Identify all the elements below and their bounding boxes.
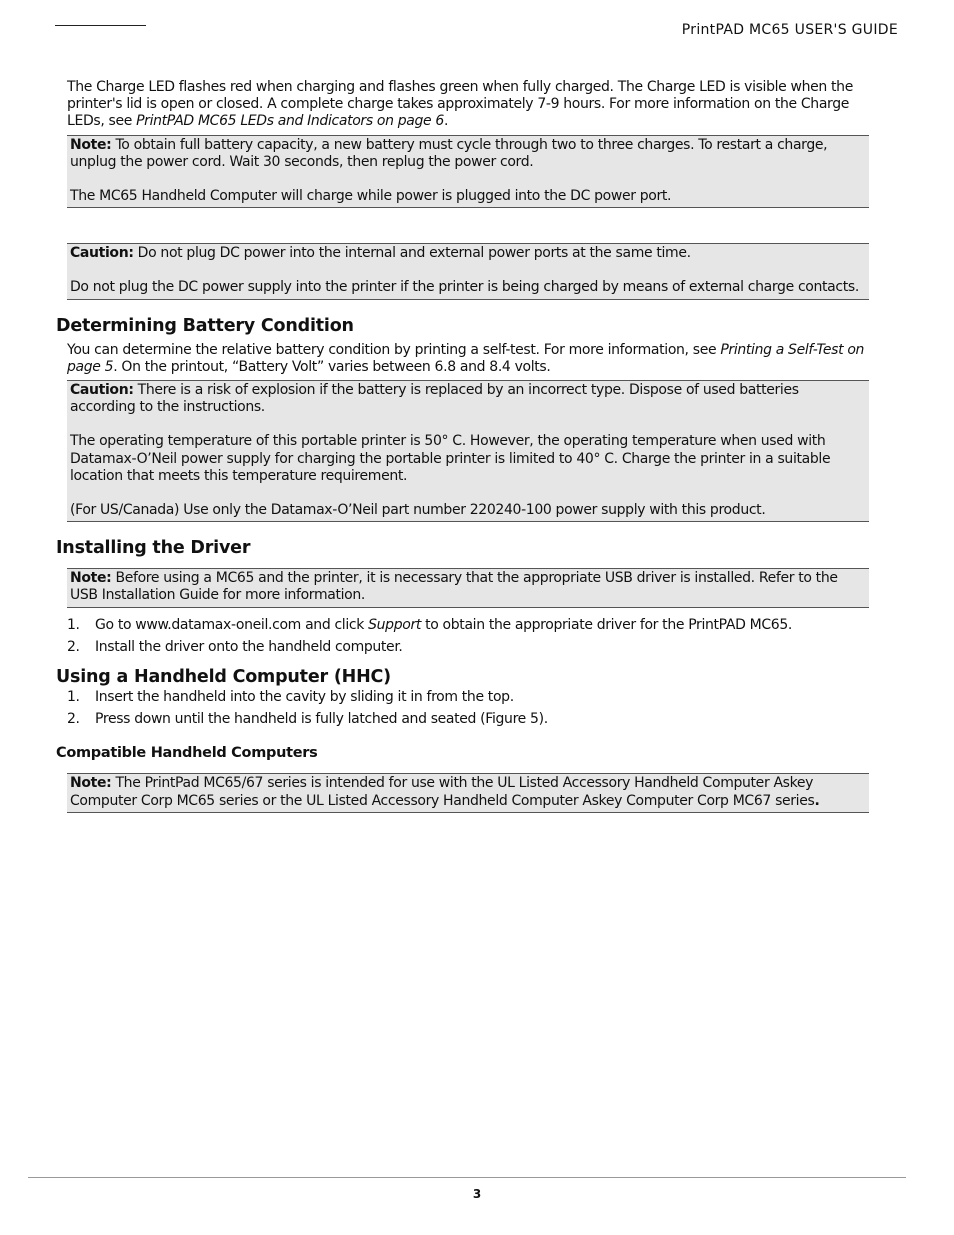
note-label: Note: [70, 136, 112, 153]
list-item: 1. Go to www.datamax-oneil.com and click Support to obtain the appropriate driver for the PrintPAD MC65. [67, 616, 792, 633]
list-item: 2. Press down until the handheld is fully latched and seated (Figure 5). [67, 711, 548, 728]
caution-box-power: Caution: Do not plug DC power into the internal and external power ports at the same time. Do not plug the DC power supply into the printer if the printer is being charged by means of external charge contacts. [67, 243, 869, 299]
list-item: 2. Install the driver onto the handheld computer. [67, 638, 403, 655]
header-rule [55, 25, 146, 26]
note-box-compatible: Note: The PrintPad MC65/67 series is intended for use with the UL Listed Accessory Handheld Computer Askey Computer Corp MC65 series or the UL Listed Accessory Handheld Computer Askey Computer Corp MC67 series. [67, 773, 869, 812]
heading-using-hhc: Using a Handheld Computer (HHC) [56, 667, 391, 688]
list-item: 1. Insert the handheld into the cavity by sliding it in from the top. [67, 689, 514, 706]
support-link[interactable]: Support [368, 616, 421, 633]
note-label: Note: [70, 775, 112, 792]
page-content [0, 79, 954, 813]
caution-box-battery: Caution: There is a risk of explosion if the battery is replaced by an incorrect type. Dispose of used batteries according to the instructions. The operating temperature of this portable printer is 50° C. However, the operating temperature when used with Datamax-O’Neil power supply for charging the portable printer is limited to 40° C. Charge the printer in a suitable location that meets this temperature requirement. (For US/Canada) Use only the Datamax-O’Neil part number 220240-100 power supply with this product. [67, 380, 869, 522]
cross-reference-leds[interactable]: PrintPAD MC65 LEDs and Indicators on page 6 [136, 113, 444, 130]
note-box-driver: Note: Before using a MC65 and the printer, it is necessary that the appropriate USB driver is installed. Refer to the USB Installation Guide for more information. [67, 568, 869, 607]
intro-paragraph: The Charge LED flashes red when charging and flashes green when fully charged. The Charge LED is visible when the printer's lid is open or closed. A complete charge takes approximately 7-9 hours. For more information on the Charge LEDs, see PrintPAD MC65 LEDs and Indicators on page 6. [67, 79, 853, 130]
heading-compatible-hhc: Compatible Handheld Computers [56, 745, 318, 762]
driver-steps-list [67, 617, 869, 656]
cross-reference-self-test[interactable]: Printing a Self-Test on page 5 [67, 341, 865, 375]
caution-label: Caution: [70, 382, 134, 399]
running-header-title: PrintPAD MC65 USER'S GUIDE [681, 22, 898, 38]
battery-paragraph: You can determine the relative battery condition by printing a self-test. For more information, see Printing a Self-Test on page 5. On the printout, “Battery Volt” varies between 6.8 and 8.4 volts. [67, 341, 865, 375]
caution-label: Caution: [70, 245, 134, 262]
note-label: Note: [70, 570, 112, 587]
footer-rule [28, 1177, 906, 1178]
hhc-steps-list [67, 689, 869, 728]
heading-installing-driver: Installing the Driver [56, 538, 251, 559]
note-box-charge: Note: To obtain full battery capacity, a new battery must cycle through two to three charges. To restart a charge, unplug the power cord. Wait 30 seconds, then replug the power cord. The MC65 Handheld Computer will charge while power is plugged into the DC power port. [67, 135, 869, 209]
page-number: 3 [472, 1187, 482, 1201]
heading-battery-condition: Determining Battery Condition [56, 315, 354, 336]
